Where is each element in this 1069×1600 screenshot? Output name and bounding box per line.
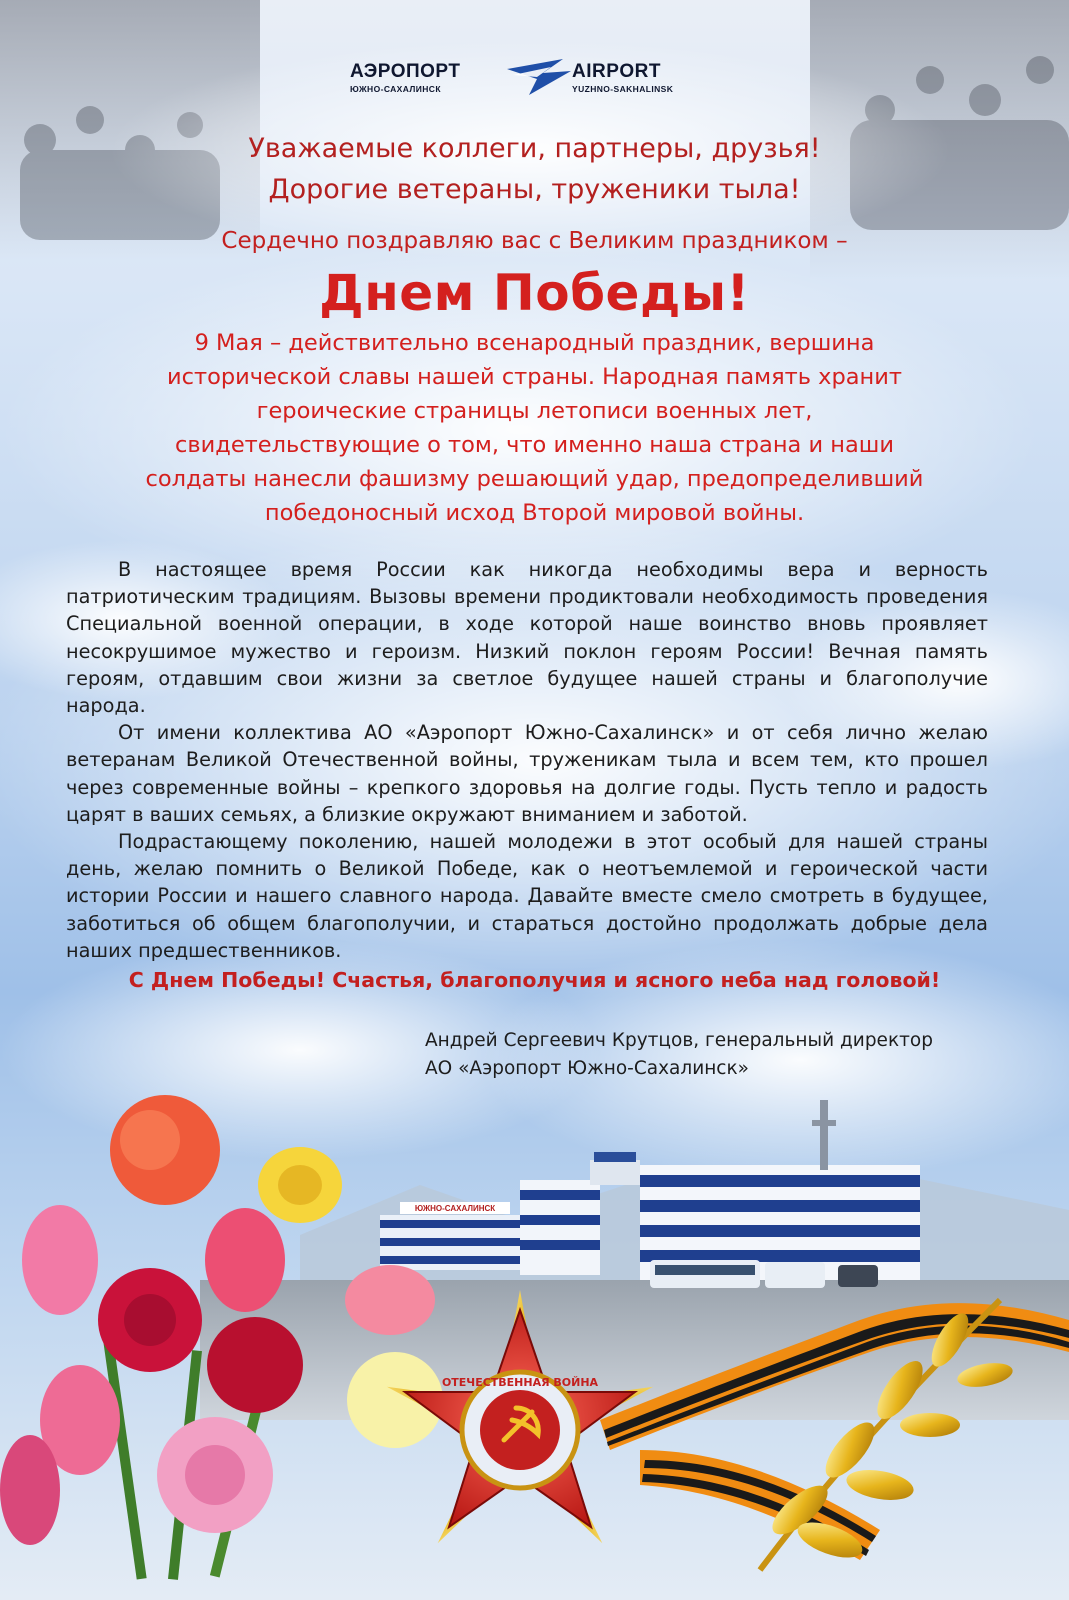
logo-en-city: YUZHNO-SAKHALINSK bbox=[572, 84, 674, 94]
intro-line: исторической славы нашей страны. Народная память хранит bbox=[166, 364, 902, 390]
signature-name: Андрей Сергеевич Крутцов, генеральный директор bbox=[425, 1030, 933, 1051]
pink-tulip-flower bbox=[22, 1205, 98, 1315]
intro-line: свидетельствующие о том, что именно наша страна и наши bbox=[175, 432, 894, 458]
closing-wish: С Днем Победы! Счастья, благополучия и ясного неба над головой! bbox=[128, 968, 941, 992]
terminal-sign: ЮЖНО-САХАЛИНСК bbox=[414, 1204, 496, 1213]
greeting-line-2: Дорогие ветераны, труженики тыла! bbox=[268, 174, 801, 205]
intro-line: победоносный исход Второй мировой войны. bbox=[264, 500, 805, 526]
intro-line: 9 Мая – действительно всенародный праздник, вершина bbox=[194, 330, 875, 356]
intro-text bbox=[0, 326, 1069, 530]
intro-line: героические страницы летописи военных лет, bbox=[256, 398, 813, 424]
body-text bbox=[66, 556, 988, 964]
airport-logo bbox=[350, 55, 720, 105]
greeting-line-1: Уважаемые коллеги, партнеры, друзья! bbox=[248, 133, 821, 164]
signature-company: АО «Аэропорт Южно-Сахалинск» bbox=[425, 1058, 749, 1079]
logo-ru-name: АЭРОПОРТ bbox=[350, 61, 461, 82]
paragraph: В настоящее время России как никогда необходимы вера и верность патриотическим традициям. Вызовы времени продиктовали необходимость проведения Специальной военной операции, в ходе которой наше воинство вновь проявляет несокрушимое мужество и героизм. Низкий поклон героям России! Вечная память героям, отдавшим свои жизни за светлое будущее нашей страны и благополучие народа. bbox=[66, 558, 988, 718]
signature bbox=[425, 1027, 933, 1083]
intro-line: солдаты нанесли фашизму решающий удар, предопределивший bbox=[145, 466, 924, 492]
paragraph: Подрастающему поколению, нашей молодежи в этот особый для нашей страны день, желаю помнить о Великой Победе, как о неотъемлемой и героической части истории России и нашего славного народа. Давайте вместе смело смотреть в будущее, заботиться об общем благополучии, и стараться достойно продолжать добрые дела наших предшественников. bbox=[66, 830, 988, 962]
greeting bbox=[0, 128, 1069, 210]
logo-ru bbox=[350, 61, 460, 94]
paragraph: От имени коллектива АО «Аэропорт Южно-Сахалинск» и от себя лично желаю ветеранам Великой Отечественной войны, труженикам тыла и всем тем, кто прошел через современные войны – крепкого здоровья на долгие годы. Пусть тепло и радость царят в ваших семьях, а близкие окружают вниманием и заботой. bbox=[66, 721, 988, 826]
logo-ru-city: ЮЖНО-САХАЛИНСК bbox=[350, 84, 441, 94]
order-ring-text: ОТЕЧЕСТВЕННАЯ ВОЙНА bbox=[441, 1376, 599, 1389]
bottom-decoration bbox=[0, 1090, 1069, 1600]
airport-terminal bbox=[380, 1100, 920, 1280]
logo-en-name: AIRPORT bbox=[572, 61, 661, 82]
logo-en bbox=[572, 61, 673, 94]
congrat-line: Сердечно поздравляю вас с Великим праздником – bbox=[221, 228, 848, 254]
airline-wing-logo-icon bbox=[503, 55, 575, 105]
victory-day-title: Днем Победы! bbox=[319, 264, 750, 322]
